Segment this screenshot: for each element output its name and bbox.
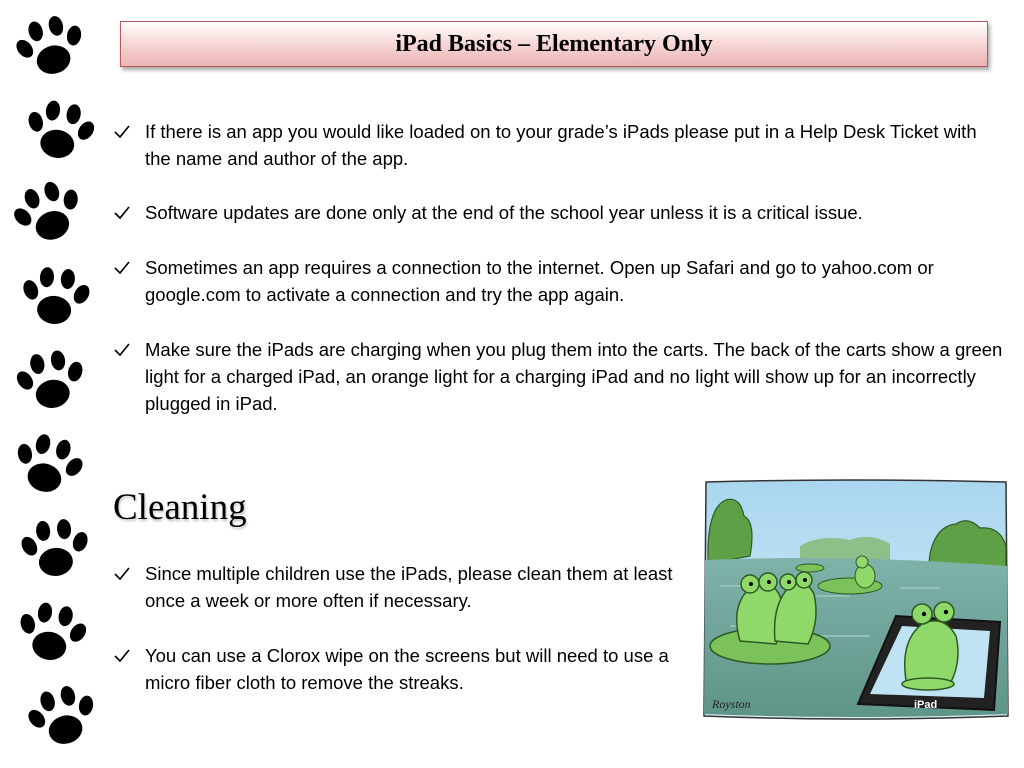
paw-print-icon	[10, 14, 92, 86]
check-mark-icon	[114, 118, 136, 145]
paw-print-icon	[18, 98, 100, 170]
bullet-text: If there is an app you would like loaded on to your grade’s iPads please put in a Help Desk Ticket with the name and author of the app.	[145, 121, 977, 169]
bullet-item	[112, 118, 1005, 172]
paw-print-icon	[6, 432, 88, 504]
bullet-text: Sometimes an app requires a connection to the internet. Open up Safari and go to yahoo.com or google.com to activate a connection and try the app again.	[145, 257, 934, 305]
bullet-text: You can use a Clorox wipe on the screens but will need to use a micro fiber cloth to remove the streaks.	[145, 645, 669, 693]
paw-print-icon	[10, 348, 92, 420]
check-mark-icon	[114, 642, 136, 669]
paw-print-icon	[14, 264, 96, 336]
slide-title: iPad Basics – Elementary Only	[395, 30, 713, 57]
bullet-item	[112, 254, 1005, 308]
bullet-item	[112, 336, 1015, 417]
cartoon-signature: Royston	[712, 697, 751, 711]
bullet-text: Software updates are done only at the end of the school year unless it is a critical issue.	[145, 202, 863, 223]
check-mark-icon	[114, 560, 136, 587]
frogs-ipad-cartoon	[700, 476, 1012, 722]
cleaning-bullet-list	[112, 560, 682, 724]
bullet-item	[112, 199, 1005, 226]
check-mark-icon	[114, 199, 136, 226]
paw-print-icon	[14, 516, 96, 588]
check-mark-icon	[114, 254, 136, 281]
bullet-item	[112, 642, 682, 696]
paw-print-icon	[22, 684, 104, 756]
check-mark-icon	[114, 336, 136, 363]
slide-title-box	[120, 21, 988, 67]
ipad-label: iPad	[914, 699, 938, 711]
bullet-text: Make sure the iPads are charging when you plug them into the carts. The back of the carts show a green light for a charged iPad, an orange light for a charging iPad and no light will show up for an incorrectly plugged in iPad.	[145, 339, 1003, 414]
bullet-item	[112, 560, 682, 614]
cleaning-heading: Cleaning	[113, 487, 247, 528]
paw-print-icon	[10, 600, 92, 672]
bullet-text: Since multiple children use the iPads, please clean them at least once a week or more often if necessary.	[145, 563, 673, 611]
paw-print-icon	[8, 180, 90, 252]
paw-print-column	[0, 0, 110, 768]
